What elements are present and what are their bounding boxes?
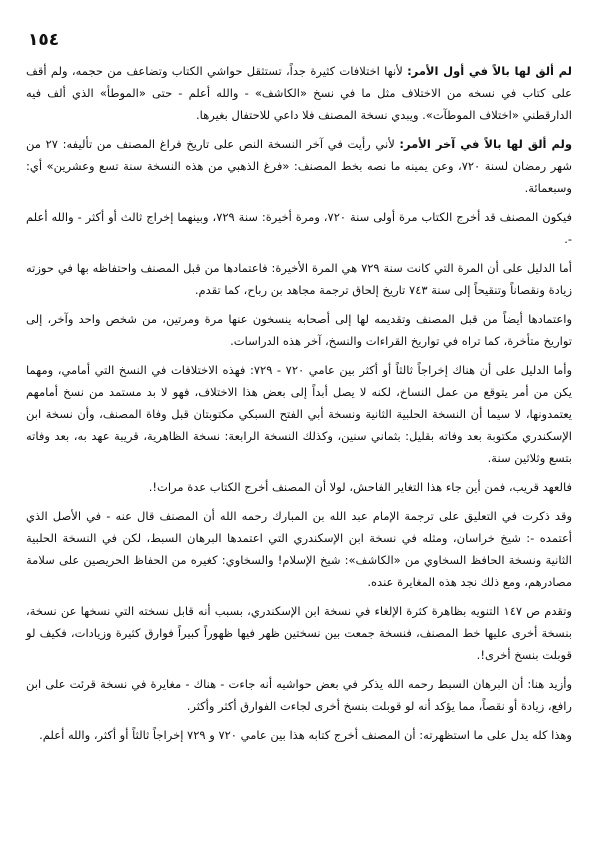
paragraph	[26, 673, 572, 717]
paragraph	[26, 359, 572, 469]
paragraph	[26, 600, 572, 666]
paragraph-lead: ولم ألق لها بالاً في آخر الأمر:	[399, 137, 572, 151]
paragraph-text: وقد ذكرت في التعليق على ترجمة الإمام عبد الله بن المبارك رحمه الله أن المصنف قال عنه - في الأصل الذي أعتمده -: شيخ خراسان، ومثله في نسخة ابن الإسكندري التي اعتمدها البرهان السبط، لكن في النسخة الحلبية الثانية ونسخة الحافظ السخاوي من «الكاشف»: شيخ الإسلام! والسخاوي: كغيره من الحفاظ الحريصين على سلامة مصادرهم، ومع ذلك نجد هذه المغايرة عنده.	[26, 509, 572, 589]
paragraph-text: وأزيد هنا: أن البرهان السبط رحمه الله يذكر في بعض حواشيه أنه جاءت - هناك - مغايرة في نسخة قرئت على ابن رافع، زيادة أو نقصاً، مما يؤكد أنه لو قوبلت بنسخ أخرى لجاءت الفوارق أكثر وأكثر.	[26, 677, 572, 713]
paragraph-text: واعتمادها أيضاً من قبل المصنف وتقديمه لها إلى أصحابه ينسخون عنها مرة ومرتين، من شخص واحد وآخر، إلى تواريخ متأخرة، كما تراه في تواريخ القراءات والنسخ، آخر هذه الدراسات.	[26, 312, 572, 348]
paragraph	[26, 476, 572, 498]
paragraph	[26, 133, 572, 199]
paragraph-text: أما الدليل على أن المرة التي كانت سنة ٧٢٩ هي المرة الأخيرة: فاعتمادها من قبل المصنف واحتفاظه بها في حوزته زيادة ونقصاناً وتنقيحاً إلى سنة ٧٤٣ تاريخ إلحاق ترجمة مجاهد بن رباح، كما تقدم.	[26, 261, 572, 297]
body-text	[26, 60, 572, 746]
paragraph	[26, 257, 572, 301]
paragraph-lead: لم ألق لها بالاً في أول الأمر:	[407, 64, 572, 78]
paragraph-text: فالعهد قريب، فمن أين جاء هذا التغاير الفاحش، لولا أن المصنف أخرج الكتاب عدة مرات!.	[148, 480, 572, 494]
paragraph-text: وتقدم ص ١٤٧ التنويه بظاهرة كثرة الإلغاء في نسخة ابن الإسكندري، بسبب أنه قابل نسخته التي نسخها عن نسخة، بنسخة أخرى عليها خط المصنف، فنسخة جمعت بين نسختين ظهر فيها ظهوراً كبيراً فوارق كثيرة وزيادات، فكيف لو قوبلت بنسخ أخرى!.	[26, 604, 572, 662]
paragraph	[26, 505, 572, 593]
paragraph-text: وهذا كله يدل على ما استظهرته: أن المصنف أخرج كتابه هذا بين عامي ٧٢٠ و ٧٢٩ إخراجاً ثالثاً أو أكثر، والله أعلم.	[39, 728, 572, 742]
paragraph-text: لأنها اختلافات كثيرة جداً، تستثقل حواشي الكتاب وتضاعف من حجمه، ولم أقف على كتاب في نسخه من الاختلاف مثل ما في نسخ «الكاشف» - والله أعلم - حتى «الموطأ» الذي ألف فيه الدارقطني «اختلاف الموطآت». ويبدي نسخة المصنف فلا داعي للاحتفال بغيرها.	[26, 64, 572, 122]
page-number: ١٥٤	[28, 30, 60, 50]
paragraph-text: لأني رأيت في آخر النسخة النص على تاريخ فراغ المصنف من تأليفه: ٢٧ من شهر رمضان لسنة ٧٢٠، وعن يمينه ما نصه بخط المصنف: «فرغ الذهبي من هذه النسخة سنة تسع وعشرين» أي: وسبعمائة.	[26, 137, 572, 195]
paragraph	[26, 206, 572, 250]
paragraph-text: وأما الدليل على أن هناك إخراجاً ثالثاً أو أكثر بين عامي ٧٢٠ - ٧٢٩: فهذه الاختلافات في النسخ التي أمامي، ومهما يكن من أمر يتوقع من عمل النساخ، لكنه لا يصل أبداً إلى بعض هذا الاختلاف، فهو لا بد مستمد من نسخ أمامهم يعتمدونها، لا سيما أن النسخة الحلبية الثانية ونسخة أبي الفتح السبكي مكتوبتان قبل وفاة المصنف، وأن نسخة ابن الإسكندري مكتوبة بعد وفاته بقليل: بثماني سنين، وكذلك النسخة الرابعة: نسخة الظاهرية، قريبة عهد به، بعد وفاته بتسع وثلاثين سنة.	[26, 363, 572, 465]
paragraph-text: فيكون المصنف قد أخرج الكتاب مرة أولى سنة ٧٢٠، ومرة أخيرة: سنة ٧٢٩، وبينهما إخراج ثالث أو أكثر - والله أعلم -.	[26, 210, 572, 246]
paragraph	[26, 724, 572, 746]
paragraph	[26, 60, 572, 126]
paragraph	[26, 308, 572, 352]
